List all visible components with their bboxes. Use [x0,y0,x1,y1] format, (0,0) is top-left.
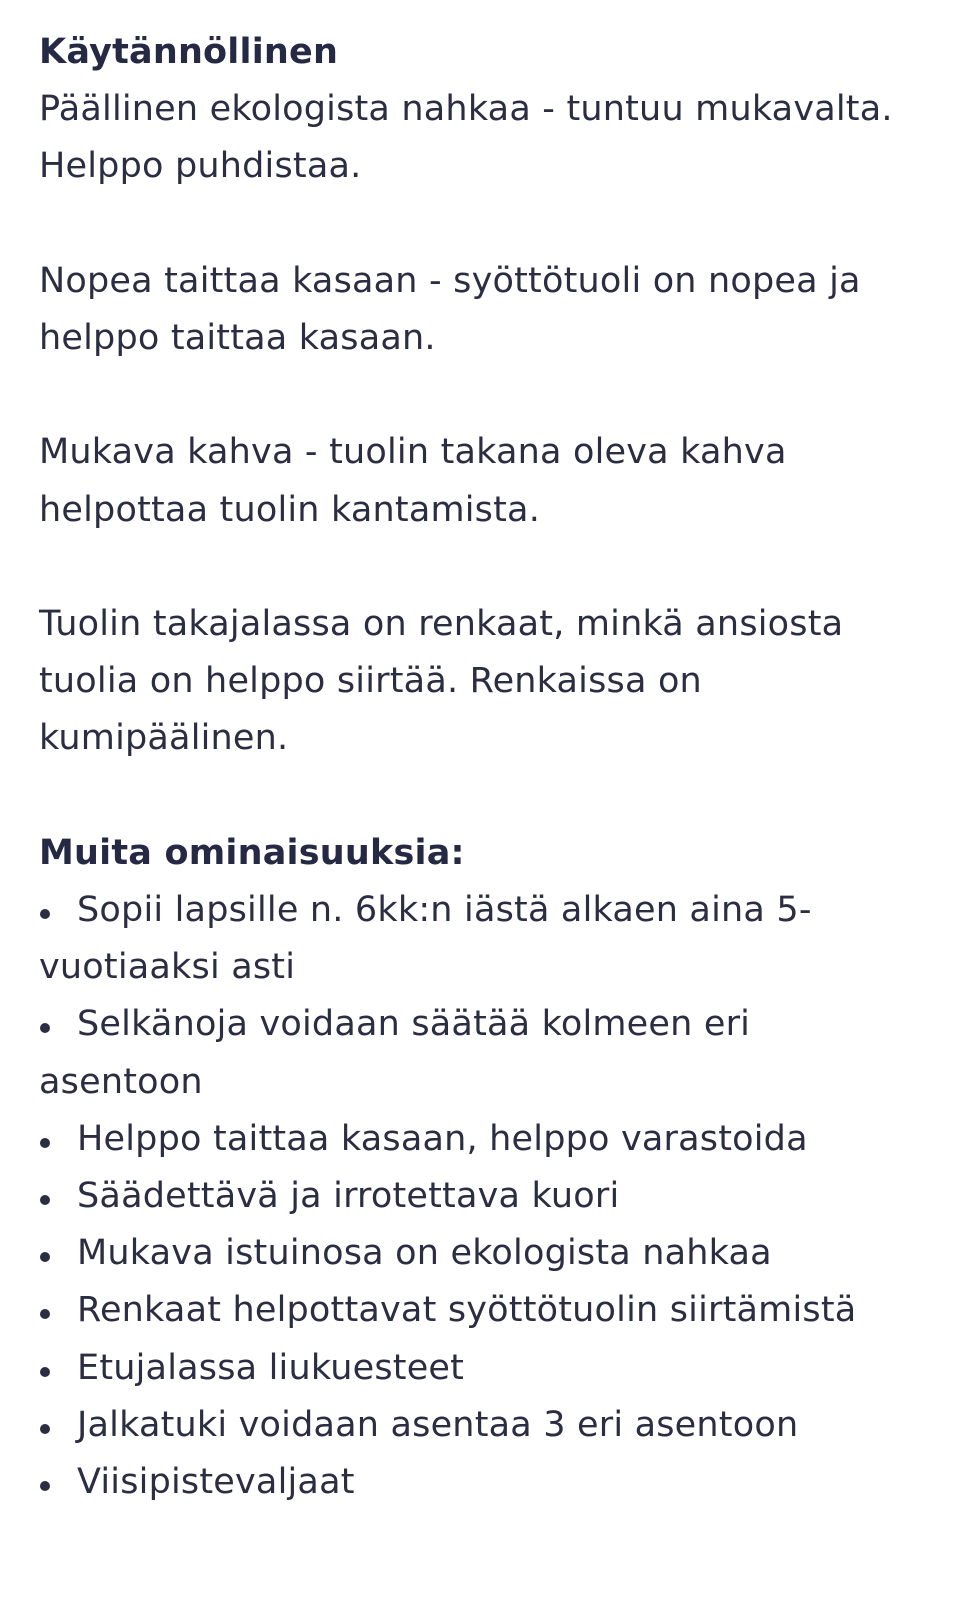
list-item [39,1168,919,1225]
list-item-text: Mukava istuinosa on ekologista nahkaa [77,1233,772,1274]
list-item-text: Viisipistevaljaat [77,1462,355,1503]
paragraph-cover-material: Päällinen ekologista nahkaa - tuntuu mukavalta. Helppo puhdistaa. [39,89,893,187]
list-item [39,996,919,1110]
list-item-text: Renkaat helpottavat syöttötuolin siirtämistä [77,1290,857,1331]
section-title-practical: Käytännöllinen [39,32,339,72]
list-item [39,1397,919,1454]
section-title-other-features: Muita ominaisuuksia: [39,832,465,873]
list-item-text: Jalkatuki voidaan asentaa 3 eri asentoon [77,1404,799,1445]
paragraph-wheels: Tuolin takajalassa on renkaat, minkä ansiosta tuolia on helppo siirtää. Renkaissa on kumipäälinen. [39,603,844,759]
list-item-text: Säädettävä ja irrotettava kuori [77,1176,620,1216]
paragraph-spacer [39,196,919,253]
paragraph-handle: Mukava kahva - tuolin takana oleva kahva helpottaa tuolin kantamista. [39,432,787,530]
list-item [39,882,919,996]
list-item [39,1111,919,1168]
list-item-text: Helppo taittaa kasaan, helppo varastoida [77,1118,808,1159]
list-item-text: Sopii lapsille n. 6kk:n iästä alkaen aina 5-vuotiaaksi asti [39,889,812,988]
product-description [39,24,919,1511]
paragraph-quick-fold: Nopea taittaa kasaan - syöttötuoli on nopea ja helppo taittaa kasaan. [39,260,861,358]
paragraph-spacer [39,367,919,424]
list-item [39,1340,919,1397]
paragraph-spacer [39,539,919,596]
list-item [39,1282,919,1339]
feature-list [39,882,919,1511]
list-item [39,1225,919,1282]
list-item-text: Selkänoja voidaan säätää kolmeen eri asentoon [39,1004,751,1102]
paragraph-spacer [39,768,919,825]
list-item [39,1454,919,1511]
list-item-text: Etujalassa liukuesteet [77,1347,465,1388]
